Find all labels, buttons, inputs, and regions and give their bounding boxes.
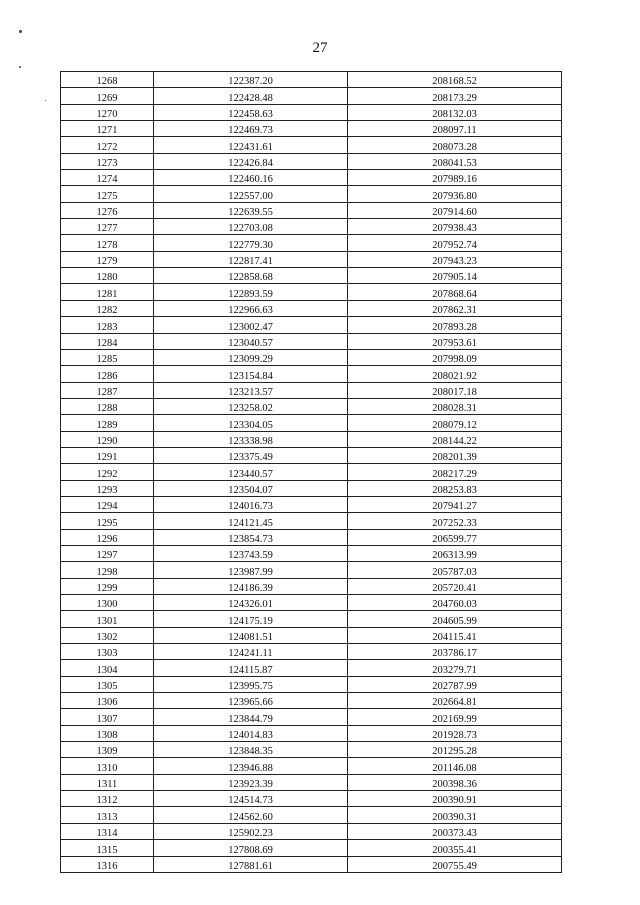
point-number-cell: 1304 [61,660,154,676]
point-number-cell: 1271 [61,121,154,137]
x-coordinate-cell: 123258.02 [154,398,348,414]
x-coordinate-cell: 124241.11 [154,644,348,660]
point-number-cell: 1276 [61,202,154,218]
x-coordinate-cell: 124016.73 [154,496,348,512]
point-number-cell: 1303 [61,644,154,660]
y-coordinate-cell: 207938.43 [348,219,562,235]
x-coordinate-cell: 123995.75 [154,676,348,692]
y-coordinate-cell: 207989.16 [348,170,562,186]
table-row [61,774,562,790]
table-row [61,137,562,153]
x-coordinate-cell: 124562.60 [154,807,348,823]
y-coordinate-cell: 207905.14 [348,268,562,284]
x-coordinate-cell: 123844.79 [154,709,348,725]
table-row [61,840,562,856]
x-coordinate-cell: 123338.98 [154,431,348,447]
point-number-cell: 1274 [61,170,154,186]
x-coordinate-cell: 122966.63 [154,300,348,316]
point-number-cell: 1316 [61,856,154,872]
y-coordinate-cell: 205787.03 [348,562,562,578]
table-row [61,529,562,545]
y-coordinate-cell: 200390.31 [348,807,562,823]
point-number-cell: 1299 [61,578,154,594]
table-row [61,660,562,676]
table-row [61,72,562,88]
x-coordinate-cell: 123854.73 [154,529,348,545]
x-coordinate-cell: 122779.30 [154,235,348,251]
point-number-cell: 1310 [61,758,154,774]
table-row [61,349,562,365]
y-coordinate-cell: 208028.31 [348,398,562,414]
table-row [61,823,562,839]
x-coordinate-cell: 122428.48 [154,88,348,104]
y-coordinate-cell: 207941.27 [348,496,562,512]
point-number-cell: 1301 [61,611,154,627]
table-row [61,153,562,169]
table-row [61,202,562,218]
point-number-cell: 1293 [61,480,154,496]
table-row [61,366,562,382]
scan-speck [19,30,22,33]
table-row [61,88,562,104]
y-coordinate-cell: 207893.28 [348,317,562,333]
x-coordinate-cell: 122469.73 [154,121,348,137]
table-row [61,121,562,137]
x-coordinate-cell: 123946.88 [154,758,348,774]
y-coordinate-cell: 208217.29 [348,464,562,480]
point-number-cell: 1290 [61,431,154,447]
y-coordinate-cell: 200390.91 [348,791,562,807]
y-coordinate-cell: 207868.64 [348,284,562,300]
y-coordinate-cell: 205720.41 [348,578,562,594]
table-row [61,611,562,627]
y-coordinate-cell: 203786.17 [348,644,562,660]
point-number-cell: 1298 [61,562,154,578]
y-coordinate-cell: 208253.83 [348,480,562,496]
x-coordinate-cell: 123440.57 [154,464,348,480]
y-coordinate-cell: 202664.81 [348,693,562,709]
point-number-cell: 1279 [61,251,154,267]
point-number-cell: 1284 [61,333,154,349]
y-coordinate-cell: 204605.99 [348,611,562,627]
point-number-cell: 1314 [61,823,154,839]
x-coordinate-cell: 124014.83 [154,725,348,741]
x-coordinate-cell: 123923.39 [154,774,348,790]
x-coordinate-cell: 122557.00 [154,186,348,202]
table-row [61,496,562,512]
y-coordinate-cell: 208017.18 [348,382,562,398]
y-coordinate-cell: 202169.99 [348,709,562,725]
table-row [61,170,562,186]
x-coordinate-cell: 124186.39 [154,578,348,594]
point-number-cell: 1270 [61,104,154,120]
x-coordinate-cell: 123848.35 [154,742,348,758]
y-coordinate-cell: 206313.99 [348,545,562,561]
scan-speck [45,100,46,101]
x-coordinate-cell: 122426.84 [154,153,348,169]
point-number-cell: 1281 [61,284,154,300]
point-number-cell: 1278 [61,235,154,251]
y-coordinate-cell: 207252.33 [348,513,562,529]
x-coordinate-cell: 127881.61 [154,856,348,872]
table-row [61,480,562,496]
x-coordinate-cell: 123154.84 [154,366,348,382]
x-coordinate-cell: 123987.99 [154,562,348,578]
point-number-cell: 1305 [61,676,154,692]
y-coordinate-cell: 208079.12 [348,415,562,431]
y-coordinate-cell: 200373.43 [348,823,562,839]
y-coordinate-cell: 202787.99 [348,676,562,692]
y-coordinate-cell: 207953.61 [348,333,562,349]
point-number-cell: 1292 [61,464,154,480]
table-row [61,595,562,611]
x-coordinate-cell: 122431.61 [154,137,348,153]
table-row [61,693,562,709]
y-coordinate-cell: 208144.22 [348,431,562,447]
scan-speck [19,66,21,68]
y-coordinate-cell: 201146.08 [348,758,562,774]
y-coordinate-cell: 204760.03 [348,595,562,611]
point-number-cell: 1288 [61,398,154,414]
y-coordinate-cell: 208097.11 [348,121,562,137]
table-row [61,317,562,333]
y-coordinate-cell: 200398.36 [348,774,562,790]
x-coordinate-cell: 124175.19 [154,611,348,627]
table-row [61,300,562,316]
x-coordinate-cell: 123504.07 [154,480,348,496]
y-coordinate-cell: 207998.09 [348,349,562,365]
x-coordinate-cell: 125902.23 [154,823,348,839]
x-coordinate-cell: 122639.55 [154,202,348,218]
x-coordinate-cell: 123743.59 [154,545,348,561]
point-number-cell: 1306 [61,693,154,709]
y-coordinate-cell: 204115.41 [348,627,562,643]
table-row [61,856,562,872]
y-coordinate-cell: 207943.23 [348,251,562,267]
table-row [61,464,562,480]
x-coordinate-cell: 123213.57 [154,382,348,398]
y-coordinate-cell: 207936.80 [348,186,562,202]
point-number-cell: 1277 [61,219,154,235]
table-row [61,562,562,578]
point-number-cell: 1308 [61,725,154,741]
point-number-cell: 1311 [61,774,154,790]
x-coordinate-cell: 124115.87 [154,660,348,676]
y-coordinate-cell: 200355.41 [348,840,562,856]
x-coordinate-cell: 123965.66 [154,693,348,709]
x-coordinate-cell: 122893.59 [154,284,348,300]
point-number-cell: 1268 [61,72,154,88]
x-coordinate-cell: 123002.47 [154,317,348,333]
y-coordinate-cell: 203279.71 [348,660,562,676]
table-row [61,186,562,202]
point-number-cell: 1297 [61,545,154,561]
point-number-cell: 1280 [61,268,154,284]
x-coordinate-cell: 122858.68 [154,268,348,284]
table-row [61,725,562,741]
table-row [61,578,562,594]
point-number-cell: 1272 [61,137,154,153]
x-coordinate-cell: 122460.16 [154,170,348,186]
x-coordinate-cell: 122387.20 [154,72,348,88]
table-row [61,807,562,823]
table-row [61,758,562,774]
table-row [61,398,562,414]
point-number-cell: 1309 [61,742,154,758]
x-coordinate-cell: 123040.57 [154,333,348,349]
table-row [61,235,562,251]
table-row [61,382,562,398]
y-coordinate-cell: 200755.49 [348,856,562,872]
x-coordinate-cell: 124121.45 [154,513,348,529]
y-coordinate-cell: 207914.60 [348,202,562,218]
point-number-cell: 1313 [61,807,154,823]
y-coordinate-cell: 208168.52 [348,72,562,88]
table-row [61,676,562,692]
point-number-cell: 1287 [61,382,154,398]
table-row [61,268,562,284]
x-coordinate-cell: 122703.08 [154,219,348,235]
table-row [61,415,562,431]
point-number-cell: 1286 [61,366,154,382]
table-row [61,431,562,447]
table-row [61,447,562,463]
x-coordinate-cell: 122817.41 [154,251,348,267]
point-number-cell: 1282 [61,300,154,316]
table-row [61,251,562,267]
y-coordinate-cell: 208041.53 [348,153,562,169]
x-coordinate-cell: 123375.49 [154,447,348,463]
y-coordinate-cell: 208132.03 [348,104,562,120]
coordinate-table [60,71,562,873]
table-row [61,284,562,300]
point-number-cell: 1302 [61,627,154,643]
y-coordinate-cell: 201295.28 [348,742,562,758]
y-coordinate-cell: 206599.77 [348,529,562,545]
x-coordinate-cell: 123304.05 [154,415,348,431]
y-coordinate-cell: 208021.92 [348,366,562,382]
point-number-cell: 1283 [61,317,154,333]
point-number-cell: 1295 [61,513,154,529]
table-row [61,545,562,561]
y-coordinate-cell: 201928.73 [348,725,562,741]
table-row [61,644,562,660]
point-number-cell: 1307 [61,709,154,725]
x-coordinate-cell: 123099.29 [154,349,348,365]
table-row [61,742,562,758]
point-number-cell: 1312 [61,791,154,807]
point-number-cell: 1294 [61,496,154,512]
page-number: 27 [312,40,328,56]
y-coordinate-cell: 208073.28 [348,137,562,153]
y-coordinate-cell: 207952.74 [348,235,562,251]
x-coordinate-cell: 124081.51 [154,627,348,643]
y-coordinate-cell: 208201.39 [348,447,562,463]
x-coordinate-cell: 127808.69 [154,840,348,856]
table-row [61,333,562,349]
point-number-cell: 1291 [61,447,154,463]
y-coordinate-cell: 207862.31 [348,300,562,316]
point-number-cell: 1269 [61,88,154,104]
table-row [61,627,562,643]
table-row [61,513,562,529]
point-number-cell: 1285 [61,349,154,365]
point-number-cell: 1273 [61,153,154,169]
point-number-cell: 1275 [61,186,154,202]
x-coordinate-cell: 124514.73 [154,791,348,807]
table-row [61,709,562,725]
point-number-cell: 1315 [61,840,154,856]
point-number-cell: 1296 [61,529,154,545]
coordinate-table-body [61,72,562,873]
table-row [61,219,562,235]
point-number-cell: 1289 [61,415,154,431]
y-coordinate-cell: 208173.29 [348,88,562,104]
x-coordinate-cell: 124326.01 [154,595,348,611]
table-row [61,104,562,120]
x-coordinate-cell: 122458.63 [154,104,348,120]
point-number-cell: 1300 [61,595,154,611]
table-row [61,791,562,807]
